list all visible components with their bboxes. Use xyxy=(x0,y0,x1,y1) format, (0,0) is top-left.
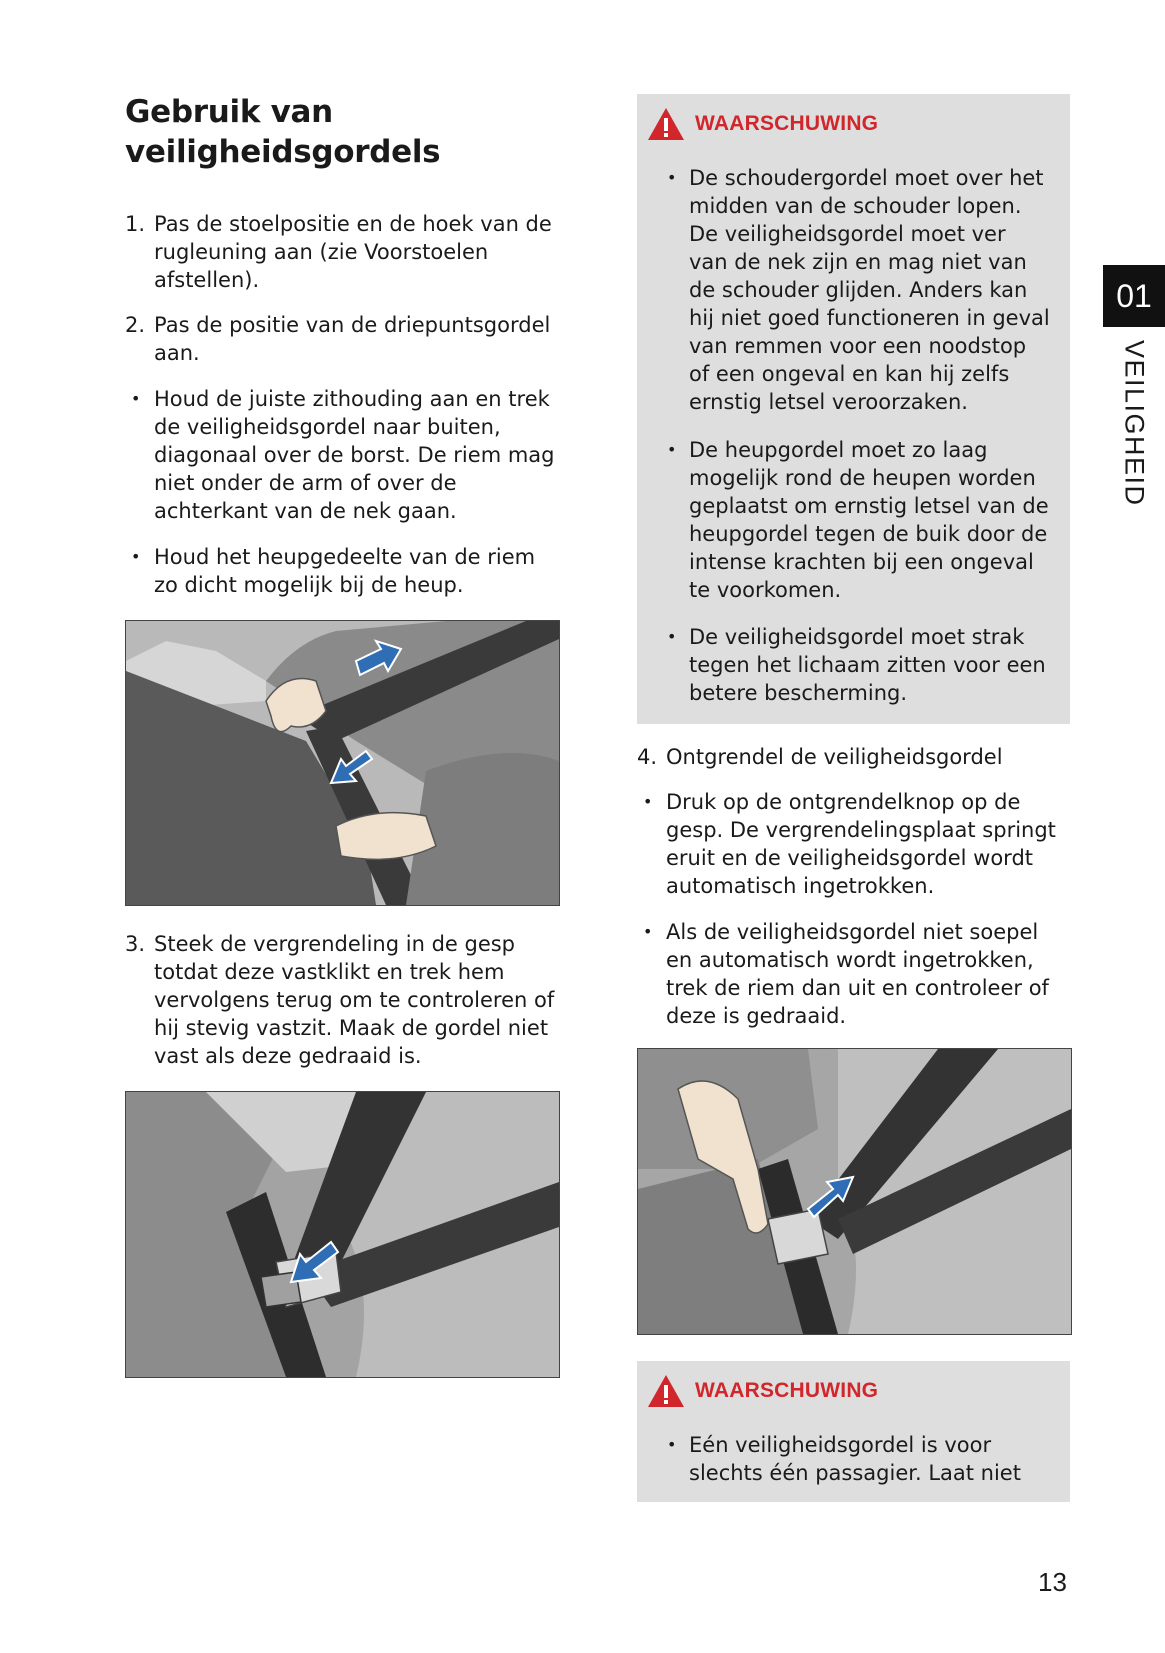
bullet-2-text: Houd het heupgedeelte van de riem zo dicht mogelijk bij de heup. xyxy=(154,545,536,597)
warning-item-text: De veiligheidsgordel moet strak tegen het lichaam zitten voor een betere bescherming. xyxy=(689,625,1046,705)
step-2-number: 2. xyxy=(125,313,146,337)
page-number: 13 xyxy=(1038,1567,1067,1597)
bullet-dot: • xyxy=(643,922,653,941)
warning-box-1 xyxy=(637,94,1070,724)
warning-triangle-icon xyxy=(647,1374,685,1408)
bullet-dot: • xyxy=(131,547,141,566)
title-line-1: Gebruik van xyxy=(125,94,333,130)
bullet-dot: • xyxy=(667,168,677,187)
warning-item-text: Eén veiligheidsgordel is voor slechts één passagier. Laat niet xyxy=(689,1433,1021,1485)
illustration-insert-buckle xyxy=(125,1091,560,1378)
chapter-section-label: VEILIGHEID xyxy=(1119,340,1150,507)
bullet-3-text: Druk op de ontgrendelknop op de gesp. De vergrendelingsplaat springt eruit en de veiligheidsgordel wordt automatisch ingetrokken. xyxy=(666,790,1056,898)
bullet-4-text: Als de veiligheidsgordel niet soepel en automatisch wordt ingetrokken, trek de riem dan uit en controleer of deze is gedraaid. xyxy=(666,920,1049,1028)
step-3-number: 3. xyxy=(125,932,146,956)
illustration-pull-belt xyxy=(125,620,560,906)
page-title xyxy=(125,92,565,172)
steps-list-right xyxy=(637,743,1070,1033)
warning-header xyxy=(647,106,878,142)
warning-triangle-icon xyxy=(647,107,685,141)
step-4-number: 4. xyxy=(637,745,658,769)
bullet-dot: • xyxy=(643,792,653,811)
bullet-dot: • xyxy=(131,389,141,408)
title-line-2: veiligheidsgordels xyxy=(125,134,441,170)
bullet-1-text: Houd de juiste zithouding aan en trek de veiligheidsgordel naar buiten, diagonaal over de borst. De riem mag niet onder de arm of over de achterkant van de nek gaan. xyxy=(154,387,555,523)
step-1-number: 1. xyxy=(125,212,146,236)
chapter-number-tab: 01 xyxy=(1103,265,1165,327)
warning-header xyxy=(647,1373,878,1409)
warning-box-2 xyxy=(637,1361,1070,1502)
step-3-text: Steek de vergrendeling in de gesp totdat deze vastklikt en trek hem vervolgens terug om te controleren of hij stevig vastzit. Maak de gordel niet vast als deze gedraaid is. xyxy=(154,932,555,1068)
warning-item-text: De schoudergordel moet over het midden van de schouder lopen. De veiligheidsgordel moet ver van de nek zijn en mag niet van de schouder glijden. Anders kan hij niet goed functioneren in geval van remmen voor een noodstop of een ongeval en kan hij zelfs ernstig letsel veroorzaken. xyxy=(689,166,1050,414)
warning-title: WAARSCHUWING xyxy=(695,1379,879,1402)
warning-title: WAARSCHUWING xyxy=(695,112,879,135)
bullet-dot: • xyxy=(667,627,677,646)
step-1-text: Pas de stoelpositie en de hoek van de rugleuning aan (zie Voorstoelen afstellen). xyxy=(154,212,552,292)
warning-item-text: De heupgordel moet zo laag mogelijk rond de heupen worden geplaatst om ernstig letsel van de heupgordel tegen de buik door de intense krachten bij een ongeval te voorkomen. xyxy=(689,438,1049,602)
bullet-dot: • xyxy=(667,440,677,459)
step-2-text: Pas de positie van de driepuntsgordel aan. xyxy=(154,313,551,365)
step-3 xyxy=(125,930,565,1068)
steps-list-left xyxy=(125,198,565,608)
step-4-text: Ontgrendel de veiligheidsgordel xyxy=(666,745,1003,769)
illustration-release-buckle xyxy=(637,1048,1072,1335)
bullet-dot: • xyxy=(667,1435,677,1454)
